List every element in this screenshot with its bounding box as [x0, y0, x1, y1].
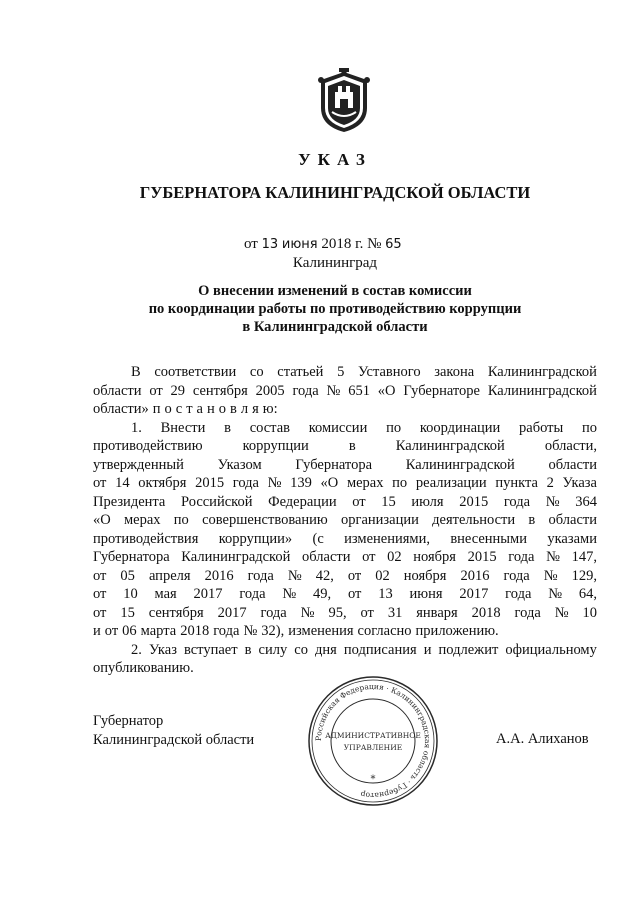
- signer-name: А.А. Алиханов: [496, 731, 589, 747]
- body-line: и от 06 марта 2018 года № 32), изменения согласно приложению.: [93, 623, 499, 639]
- seal-outer-text: Российская Федерация · Калининградская область · Губернатор: [313, 681, 433, 801]
- body-line: 1. Внести в состав комиссии по координации работы по: [131, 419, 597, 436]
- date-year: 2018 г.: [321, 236, 364, 252]
- body-line: от 15 сентября 2017 года № 95, от 31 января 2018 года № 10: [93, 604, 597, 621]
- decree-title: УКАЗ: [298, 150, 372, 169]
- body-line: противодействию коррупции в Калининградской области,: [93, 438, 597, 454]
- coat-of-arms-emblem: [315, 68, 373, 134]
- body-line: от 14 октября 2015 года № 139 «О мерах по реализации пункта 2 Указа: [93, 475, 597, 491]
- body-line: 2. Указ вступает в силу со дня подписания и подлежит официальному: [131, 641, 597, 658]
- body-line: области» п о с т а н о в л я ю:: [93, 401, 278, 417]
- body-line: В соответствии со статьей 5 Уставного закона Калининградской: [131, 364, 597, 380]
- official-seal: [306, 674, 440, 808]
- body-line: «О мерах по совершенствованию организации деятельности в области: [93, 512, 597, 528]
- heading-line: О внесении изменений в состав комиссии: [198, 283, 472, 299]
- body-line: Президента Российской Федерации от 15 июля 2015 года № 364: [93, 493, 597, 510]
- seal-inner-line1: АДМИНИСТРАТИВНОЕ: [325, 731, 421, 740]
- body-line: Губернатора Калининградской области от 02 ноября 2015 года № 147,: [93, 549, 597, 565]
- date-day: 13: [261, 237, 279, 252]
- number-sign: №: [367, 236, 382, 252]
- signer-title: [93, 712, 254, 750]
- date-line: [244, 236, 402, 253]
- body-line: противодействия коррупции» (с изменениями, внесенными указами: [93, 530, 597, 547]
- date-prefix: от: [244, 236, 258, 252]
- body-line: от 10 мая 2017 года № 49, от 13 июня 2017 года № 64,: [93, 586, 597, 602]
- decree-number: 65: [385, 237, 402, 252]
- body-line: области от 29 сентября 2005 года № 651 «О Губернаторе Калининградской: [93, 382, 597, 399]
- seal-inner-line2: УПРАВЛЕНИЕ: [343, 743, 403, 752]
- heading-line: в Калининградской области: [242, 319, 428, 335]
- signer-title-line: Губернатор: [93, 713, 164, 729]
- decree-issuer: ГУБЕРНАТОРА КАЛИНИНГРАДСКОЙ ОБЛАСТИ: [139, 183, 531, 202]
- city: Калининград: [292, 255, 378, 271]
- heading-line: по координации работы по противодействию коррупции: [148, 301, 522, 317]
- date-month: июня: [281, 237, 318, 252]
- body-line: утвержденный Указом Губернатора Калининградской области: [93, 456, 597, 473]
- decree-heading: [0, 282, 640, 336]
- seal-star: *: [370, 774, 376, 785]
- body-line: опубликованию.: [93, 660, 194, 676]
- signer-title-line: Калининградской области: [93, 732, 255, 748]
- decree-body: [93, 363, 597, 678]
- body-line: от 05 апреля 2016 года № 42, от 02 ноября 2016 года № 129,: [93, 567, 597, 584]
